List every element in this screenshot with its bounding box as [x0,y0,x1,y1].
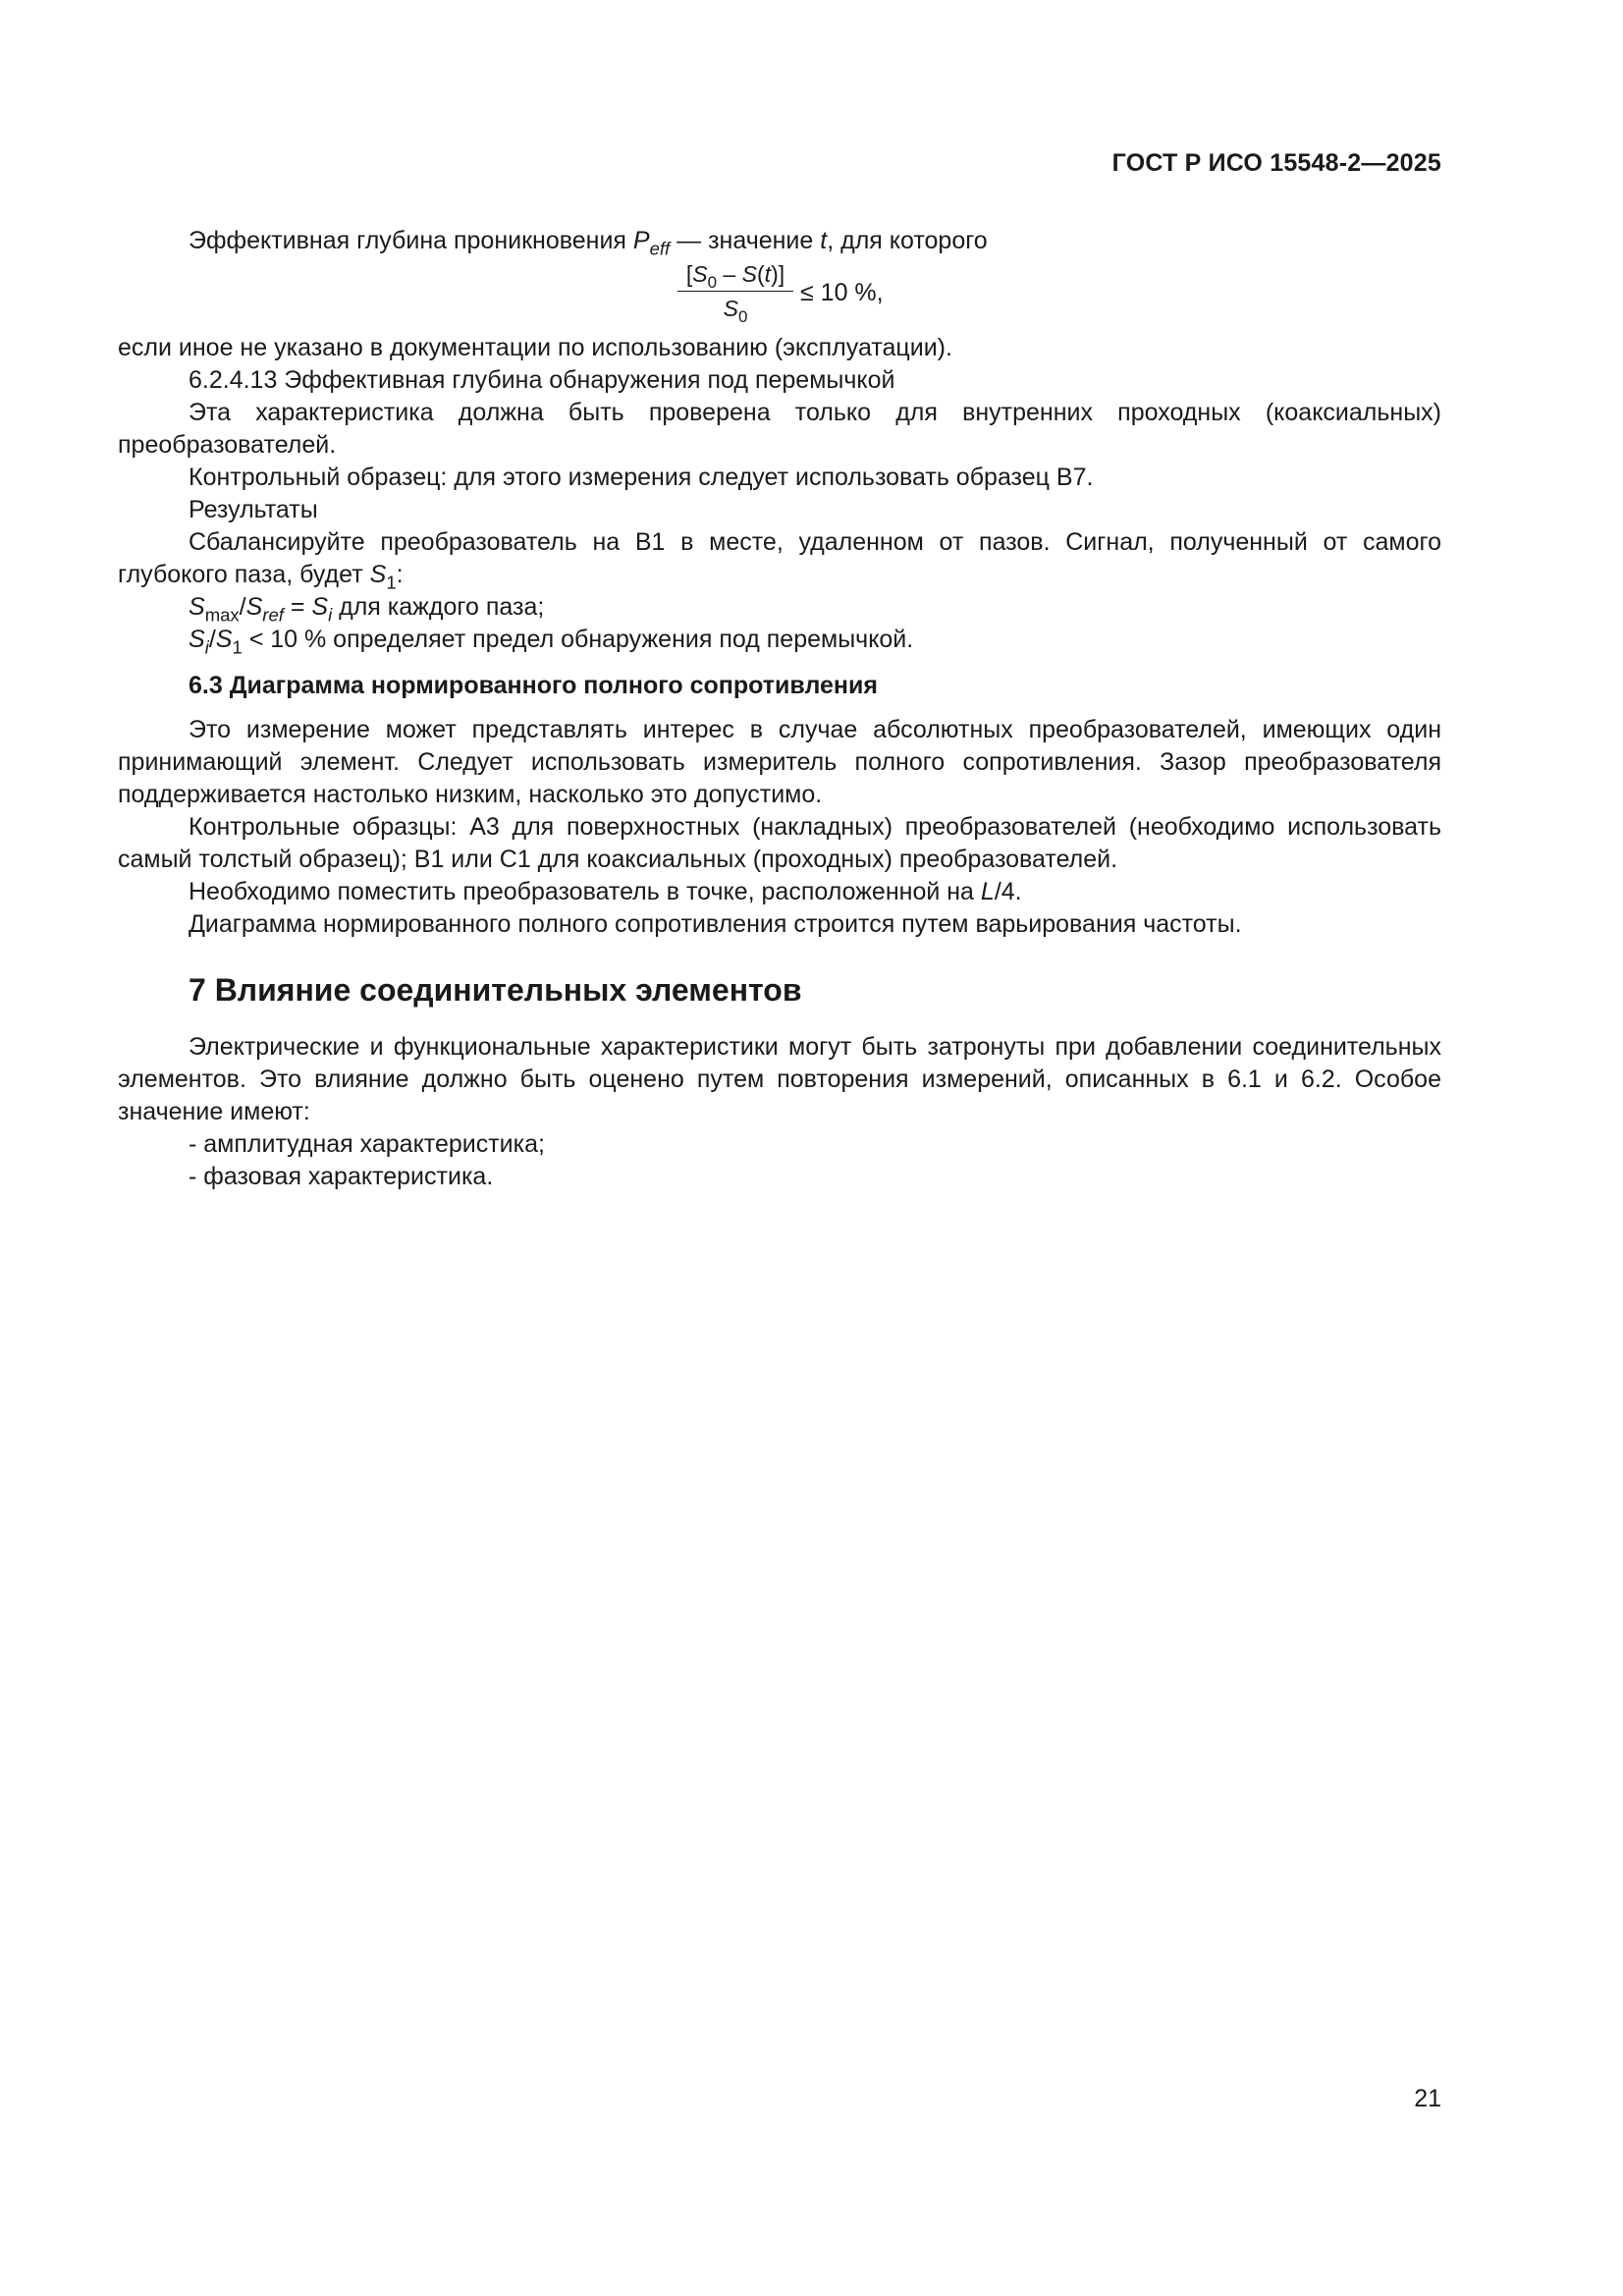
paragraph: Необходимо поместить преобразователь в точке, расположенной на L/4. [189,878,1022,905]
paragraph: Это измерение может представлять интерес в случае абсолютных преобразователей, имеющих один принимающий элемент. Следует использовать измеритель полного сопротивления. Зазор преобразователя поддерживается настолько низким, насколько это допустимо. [118,716,1441,808]
symbol-t: t [820,227,828,254]
fraction [677,259,793,326]
fraction-bar [677,291,793,292]
list-item: - амплитудная характеристика; [189,1130,545,1158]
section-7-heading: 7 Влияние соединительных элементов [189,972,802,1008]
section-6-2-4-13-title: 6.2.4.13 Эффективная глубина обнаружения под перемычкой [189,366,895,394]
equation-line: $S_{max}/S_{ref} = S_i$ для каждого паза; [189,593,545,626]
unless-paragraph: если иное не указано в документации по использованию (эксплуатации). [118,334,952,361]
fraction-numerator: $[S_0 - S(t)]$ [685,261,785,292]
symbol-p-subscript: eff [649,238,671,259]
equation-line: $S_i/S_1 < 10$ % определяет предел обнаружения под перемычкой. [189,626,914,658]
page-body [118,225,1441,1193]
document-code-header: ГОСТ Р ИСО 15548-2—2025 [1111,149,1441,177]
section-6-3-heading: 6.3 Диаграмма нормированного полного сопротивления [189,672,878,699]
paragraph: Контрольные образцы: А3 для поверхностных (накладных) преобразователей (необходимо использовать самый толстый образец); В1 или С1 для коаксиальных (проходных) преобразователей. [118,813,1441,873]
paragraph: Эта характеристика должна быть проверена только для внутренних проходных (коаксиальных) преобразователей. [118,399,1441,459]
intro-mid: — значение [670,227,821,254]
intro-paragraph [118,225,1441,257]
formula-condition: ≤ 10 %, [800,279,884,306]
fraction-denominator: $S_0$ [723,296,748,326]
paragraph: Контрольный образец: для этого измерения следует использовать образец В7. [189,464,1094,491]
list-item: - фазовая характеристика. [189,1163,494,1190]
formula-block [118,257,1441,332]
page-number: 21 [1414,2085,1441,2112]
paragraph: Электрические и функциональные характеристики могут быть затронуты при добавлении соединительных элементов. Это влияние должно быть оценено путем повторения измерений, описанных в 6.1 и 6.2. Особое значение имеют: [118,1033,1441,1125]
intro-suffix: , для которого [827,227,988,254]
paragraph: Диаграмма нормированного полного сопротивления строится путем варьирования частоты. [189,910,1242,938]
intro-prefix: Эффективная глубина проникновения [189,227,633,254]
paragraph: Сбалансируйте преобразователь на В1 в месте, удаленном от пазов. Сигнал, полученный от самого глубокого паза, будет $S_1$: [118,528,1441,593]
results-label: Результаты [189,496,318,523]
symbol-p: P [632,227,650,254]
